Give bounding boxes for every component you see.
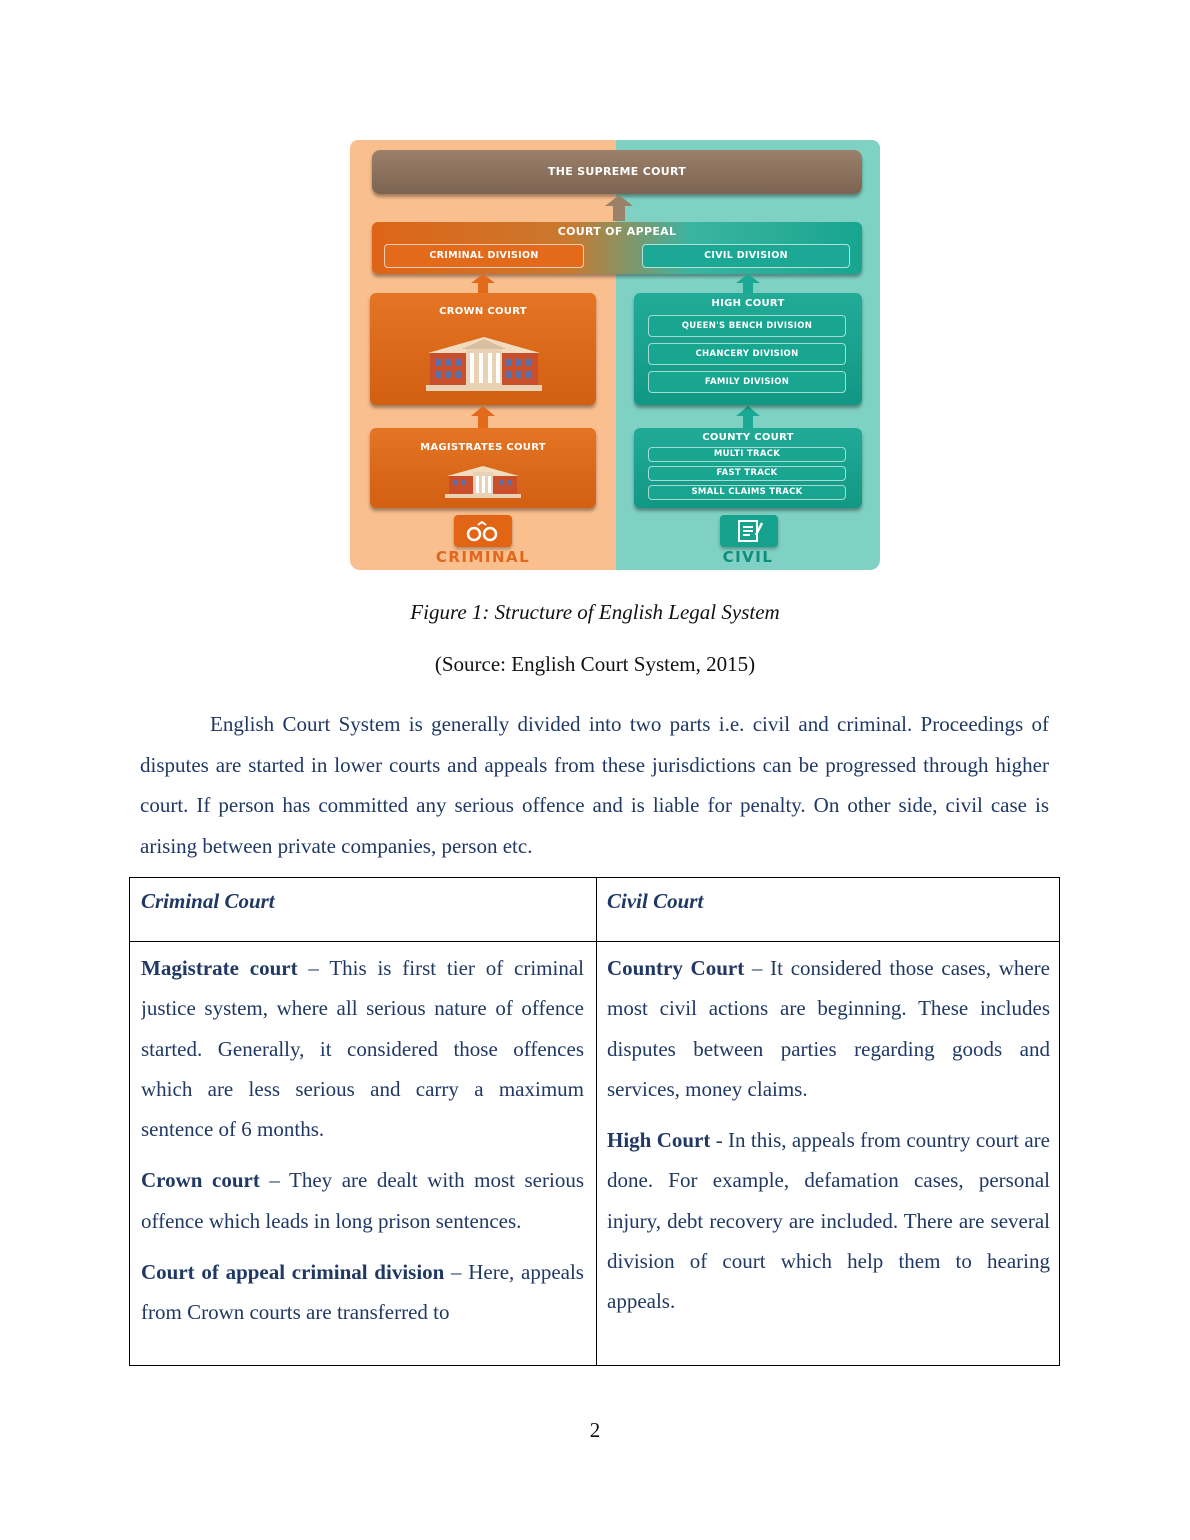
table-divider — [596, 878, 597, 1365]
fast-track-box: FAST TRACK — [648, 466, 846, 481]
figure-caption: Figure 1: Structure of English Legal System — [410, 600, 780, 624]
civil-panel — [720, 515, 778, 547]
court-description: - In this, appeals from country court are done. For example, defamation cases, personal injury, debt recovery are included. There are several division of court which help them to hearing appeals. — [607, 1128, 1050, 1314]
crown-court-title: CROWN COURT — [439, 306, 527, 317]
supreme-court-box: THE SUPREME COURT — [372, 150, 862, 194]
list-item — [141, 1160, 584, 1241]
document-pen-icon — [720, 515, 778, 547]
arrow-up-icon — [605, 195, 633, 221]
crown-court-box — [370, 293, 596, 405]
handcuffs-icon — [454, 515, 512, 547]
court-description: – This is first tier of criminal justice system, where all serious nature of offence started. Generally, it considered those offences which are less serious and carry a maximum sentence of 6 months. — [141, 956, 584, 1142]
civil-label: CIVIL — [722, 548, 774, 566]
arrow-up-icon — [736, 406, 760, 428]
civil-court-header: Civil Court — [607, 889, 704, 913]
court-term: Crown court — [141, 1168, 260, 1193]
court-description: – Here, appeals from Crown courts are transferred to — [141, 1260, 584, 1325]
arrow-up-icon — [471, 406, 495, 428]
list-item — [607, 1120, 1050, 1321]
criminal-court-cell — [141, 948, 584, 1364]
page-number: 2 — [589, 1418, 601, 1442]
county-court-title: COUNTY COURT — [702, 432, 794, 443]
court-comparison-table — [129, 877, 1060, 1366]
court-building-icon — [422, 331, 546, 393]
court-structure-figure — [350, 140, 880, 570]
court-term: Country Court — [607, 956, 745, 980]
court-of-appeal-box — [372, 222, 862, 274]
figure-source: (Source: English Court System, 2015) — [434, 652, 756, 676]
court-term: High Court — [607, 1128, 711, 1153]
court-building-icon — [443, 462, 523, 500]
civil-court-cell — [607, 948, 1050, 1333]
arrow-up-icon — [471, 274, 495, 294]
court-description: – They are dealt with most serious offence which leads in long prison sentences. — [141, 1168, 584, 1233]
arrow-up-icon — [736, 274, 760, 294]
list-item — [607, 948, 1050, 1109]
list-item — [141, 1252, 584, 1333]
court-of-appeal-title: COURT OF APPEAL — [557, 225, 677, 238]
civil-division-box: CIVIL DIVISION — [642, 244, 850, 268]
table-divider — [130, 941, 1059, 942]
chancery-division-box: CHANCERY DIVISION — [648, 343, 846, 365]
high-court-box — [634, 293, 862, 405]
multi-track-box: MULTI TRACK — [648, 447, 846, 462]
criminal-court-header: Criminal Court — [141, 889, 275, 913]
criminal-panel — [454, 515, 512, 547]
criminal-label: CRIMINAL — [435, 548, 531, 566]
court-term: Magistrate court — [141, 956, 298, 980]
criminal-division-box: CRIMINAL DIVISION — [384, 244, 584, 268]
body-paragraph: English Court System is generally divided into two parts i.e. civil and criminal. Proceedings of disputes are started in lower courts and appeals from these jurisdictions can be progressed through higher court. If person has committed any serious offence and is liable for penalty. On other side, civil case is arising between private companies, person etc. — [140, 712, 1049, 858]
county-court-box — [634, 428, 862, 508]
small-claims-track-box: SMALL CLAIMS TRACK — [648, 485, 846, 500]
queens-bench-division-box: QUEEN'S BENCH DIVISION — [648, 315, 846, 337]
magistrates-court-title: MAGISTRATES COURT — [420, 442, 546, 453]
court-term: Court of appeal criminal division — [141, 1260, 445, 1285]
family-division-box: FAMILY DIVISION — [648, 371, 846, 393]
high-court-title: HIGH COURT — [711, 298, 785, 309]
court-description: – It considered those cases, where most civil actions are beginning. These includes disputes between parties regarding goods and services, money claims. — [607, 956, 1050, 1101]
list-item — [141, 948, 584, 1149]
magistrates-court-box — [370, 428, 596, 508]
